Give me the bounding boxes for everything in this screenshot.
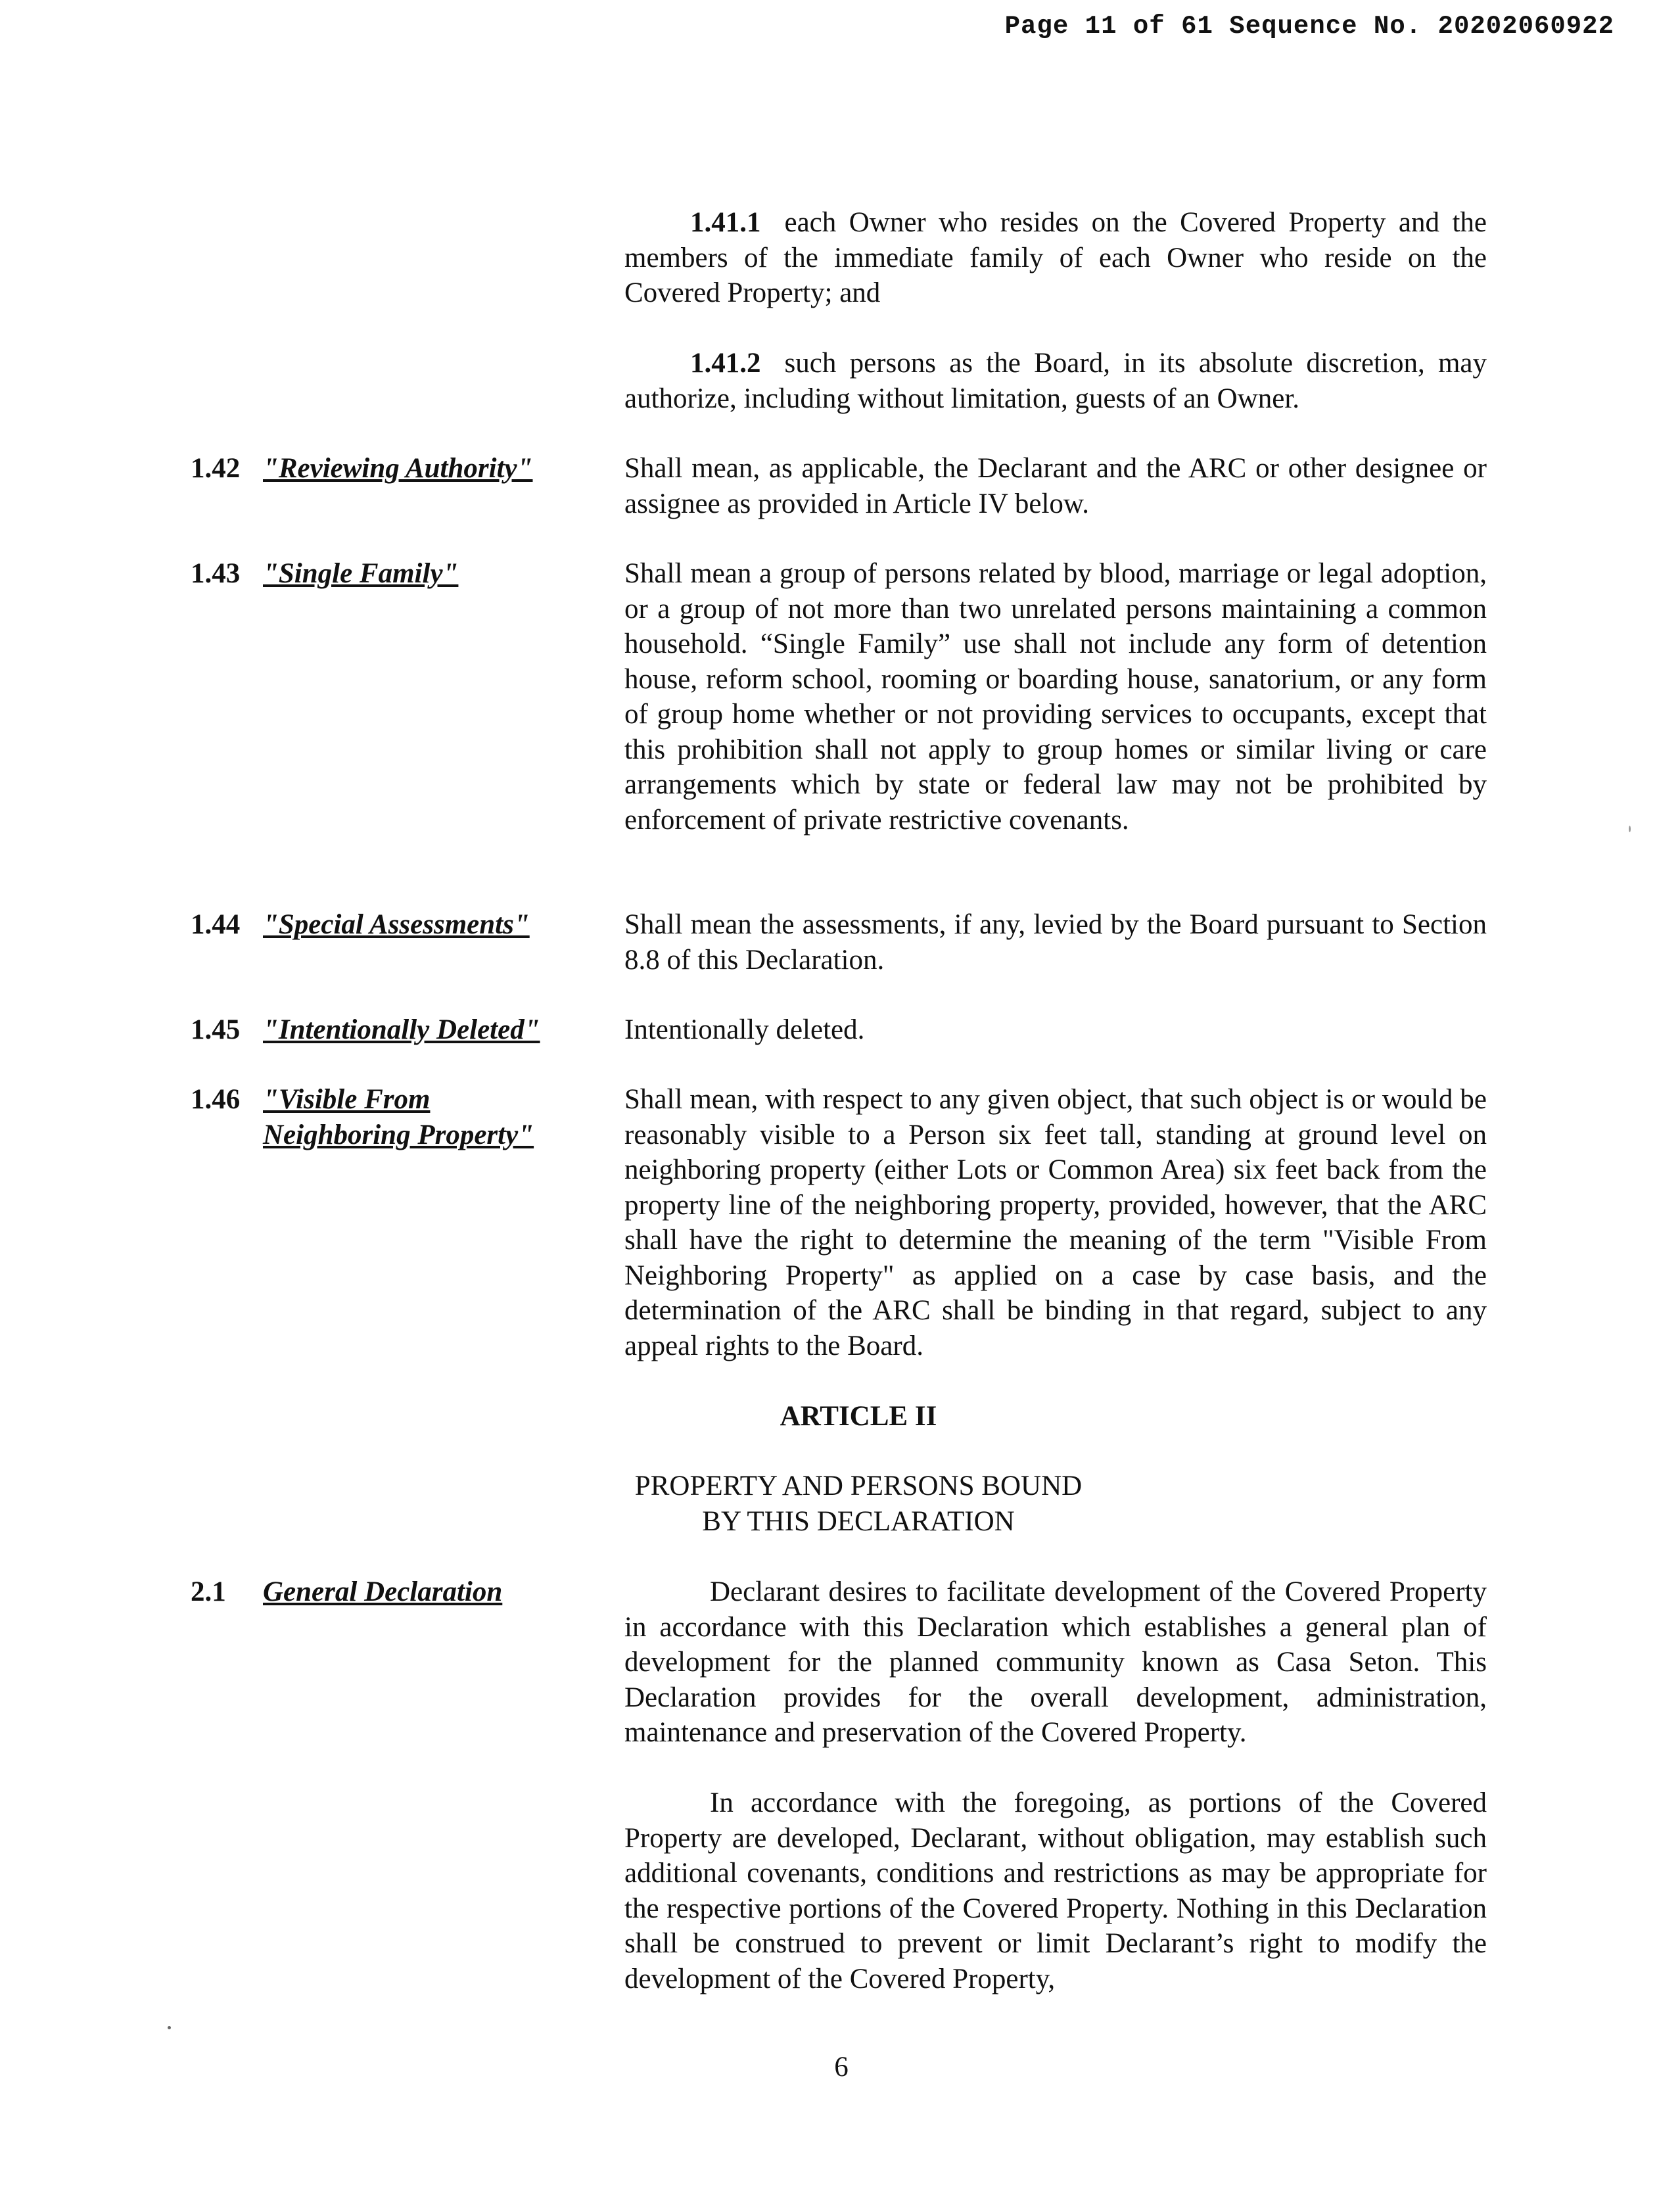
section-term-2-1	[191, 1574, 592, 1610]
definition-term: "Special Assessments"	[263, 909, 530, 940]
definition-number: 1.46	[191, 1084, 241, 1115]
section-number: 2.1	[191, 1576, 226, 1607]
definition-text-1-44: Shall mean the assessments, if any, levied by the Board pursuant to Section 8.8 of this Declaration.	[624, 909, 1487, 976]
article-title: ARTICLE II	[780, 1401, 937, 1432]
page-number: 6	[834, 2052, 849, 2083]
definition-number: 1.45	[191, 1014, 241, 1045]
sub-item-text: each Owner who resides on the Covered Property and the members of the immediate family of each Owner who reside on the Covered Property; and	[624, 207, 1487, 308]
definition-term-1-45	[191, 1012, 592, 1048]
definition-term: "Reviewing Authority"	[263, 453, 533, 484]
sub-item-number: 1.41.2	[690, 348, 761, 379]
definition-number: 1.42	[191, 453, 241, 484]
sub-item-1-41-1	[624, 205, 1487, 311]
scan-speck	[168, 2026, 171, 2029]
sub-item-1-41-2	[624, 346, 1487, 416]
definition-text-1-42: Shall mean, as applicable, the Declarant and the ARC or other designee or assignee as provided in Article IV below.	[624, 453, 1487, 519]
definition-number: 1.44	[191, 909, 241, 940]
definition-term: "Intentionally Deleted"	[263, 1014, 540, 1045]
definition-term-1-42	[191, 451, 592, 486]
definition-term-1-44	[191, 907, 592, 943]
section-term: General Declaration	[263, 1576, 503, 1607]
section-2-1-paragraph-1: Declarant desires to facilitate development of the Covered Property in accordance with this Declaration which establishes a general plan of development for the planned community known as Casa Seton. This Declaration provides for the overall development, administration, maintenance and preservation of the Covered Property.	[624, 1576, 1487, 1748]
article-subtitle-line1: PROPERTY AND PERSONS BOUND	[634, 1471, 1083, 1501]
definition-term-line2: Neighboring Property"	[263, 1119, 534, 1150]
definition-term: "Single Family"	[263, 558, 459, 589]
definition-number: 1.43	[191, 558, 241, 589]
definition-text-1-46: Shall mean, with respect to any given object, that such object is or would be reasonably visible to a Person six feet tall, standing at ground level on neighboring property (either Lots or Common Area) six feet back from the property line of the neighboring property, provided, however, that the ARC shall have the right to determine the meaning of the term "Visible From Neighboring Property" as applied on a case by case basis, and the determination of the ARC shall be binding in that regard, subject to any appeal rights to the Board.	[624, 1084, 1487, 1361]
page-header: Page 11 of 61 Sequence No. 20202060922	[1004, 12, 1614, 41]
sub-item-text: such persons as the Board, in its absolute discretion, may authorize, including without limitation, guests of an Owner.	[624, 348, 1487, 414]
definition-text-1-45: Intentionally deleted.	[624, 1014, 865, 1045]
definition-term-1-43	[191, 556, 592, 592]
scan-speck	[1629, 826, 1631, 832]
definition-text-1-43: Shall mean a group of persons related by blood, marriage or legal adoption, or a group of not more than two unrelated persons maintaining a common household. “Single Family” use shall not include any form of detention house, reform school, rooming or boarding house, sanatorium, or any form of group home whether or not providing services to occupants, except that this prohibition shall not apply to group homes or similar living or care arrangements which by state or federal law may not be prohibited by enforcement of private restrictive covenants.	[624, 558, 1487, 836]
sub-item-number: 1.41.1	[690, 207, 761, 238]
definition-term-line1: "Visible From	[263, 1084, 431, 1115]
definition-term-1-46	[191, 1082, 592, 1152]
article-subtitle-line2: BY THIS DECLARATION	[702, 1506, 1015, 1537]
section-2-1-paragraph-2: In accordance with the foregoing, as portions of the Covered Property are developed, Declarant, without obligation, may establish such additional covenants, conditions and restrictions as may be appropriate for the respective portions of the Covered Property. Nothing in this Declaration shall be construed to prevent or limit Declarant’s right to modify the development of the Covered Property,	[624, 1787, 1487, 1994]
